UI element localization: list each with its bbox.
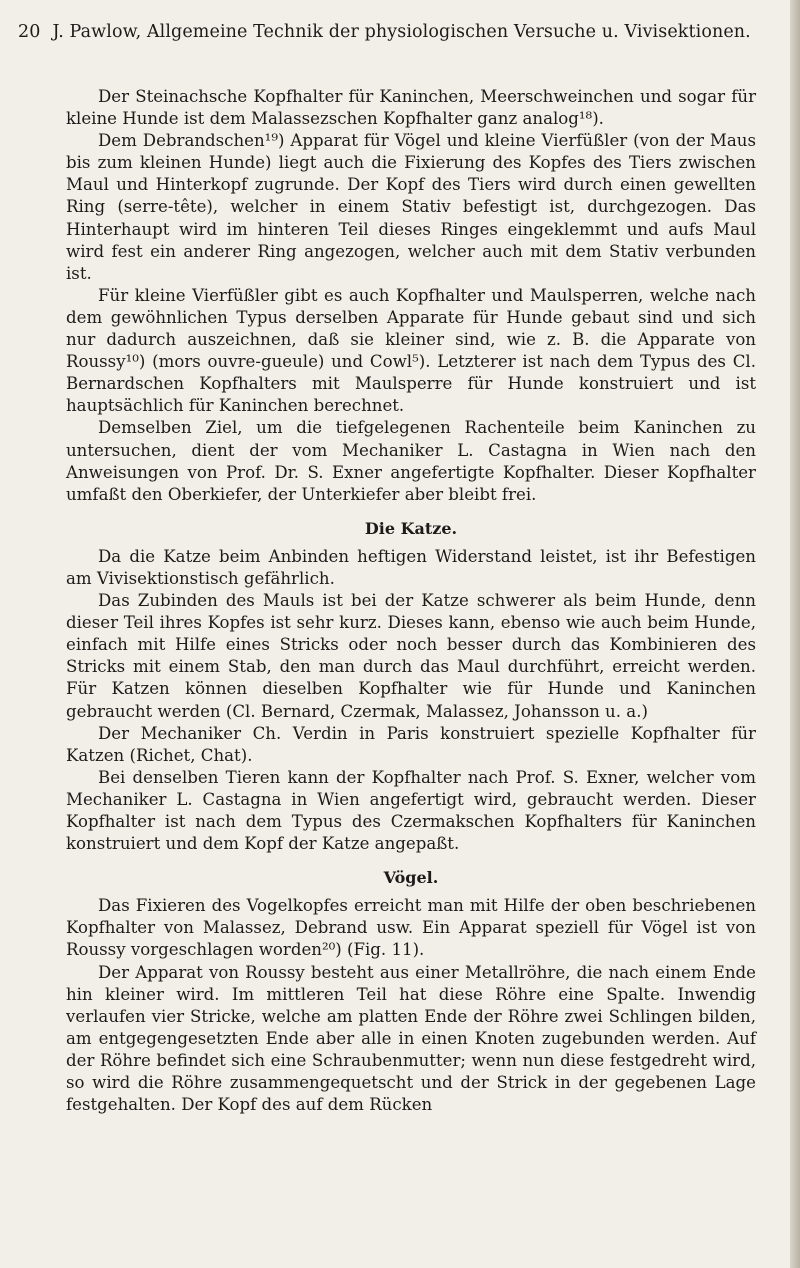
paragraph-steinach: Der Steinachsche Kopfhalter für Kaninchen, Meerschweinchen und sogar für kleine Hunde ist dem Malassezschen Kopfhalter ganz analog¹⁸). (66, 87, 756, 129)
paragraph-katze-maul: Das Zubinden des Mauls ist bei der Katze schwerer als beim Hunde, denn dieser Teil ihres Kopfes ist sehr kurz. Dieses kann, ebenso wie auch beim Hunde, einfach mit Hilfe eines Stricks oder noch besser durch das Kombinieren des Stricks mit einem Stab, den man durch das Maul durchführt, erreicht werden. Für Katzen können dieselben Kopfhalter wie für Hunde und Kaninchen gebraucht werden (Cl. Bernard, Czermak, Malassez, Johansson u. a.) (66, 591, 756, 721)
heading-katze: Die Katze. (364, 518, 458, 538)
body-text (66, 86, 756, 1116)
paragraph-castagna: Demselben Ziel, um die tiefgelegenen Rachenteile beim Kaninchen zu untersuchen, dient der vom Mechaniker L. Castagna in Wien nach den Anweisungen von Prof. Dr. S. Exner angefertigte Kopfhalter. Dieser Kopfhalter umfaßt den Oberkiefer, der Unterkiefer aber bleibt frei. (66, 418, 756, 504)
paragraph-verdin: Der Mechaniker Ch. Verdin in Paris konstruiert spezielle Kopfhalter für Katzen (Richet, Chat). (66, 723, 756, 765)
paragraph-debrand: Dem Debrandschen¹⁹) Apparat für Vögel und kleine Vierfüßler (von der Maus bis zum kleinen Hunde) liegt auch die Fixierung des Kopfes des Tiers zwischen Maul und Hinterkopf zugrunde. Der Kopf des Tiers wird durch einen gewellten Ring (serre-tête), welcher in einem Stativ befestigt ist, durchgezogen. Das Hinterhaupt wird im hinteren Teil dieses Ringes eingeklemmt und aufs Maul wird fest ein anderer Ring angezogen, welcher auch mit dem Stativ verbunden ist. (66, 131, 756, 283)
paragraph-vogelkopf: Das Fixieren des Vogelkopfes erreicht man mit Hilfe der oben beschriebenen Kopfhalter von Malassez, Debrand usw. Ein Apparat speziell für Vögel ist von Roussy vorgeschlagen worden²⁰) (Fig. 11). (66, 896, 756, 960)
paragraph-roussy-apparat: Der Apparat von Roussy besteht aus einer Metallröhre, die nach einem Ende hin kleiner wird. Im mittleren Teil hat diese Röhre eine Spalte. Inwendig verlaufen vier Stricke, welche am platten Ende der Röhre zwei Schlingen bilden, am entgegengesetzten Ende aber alle in einen Knoten zugebunden werden. Auf der Röhre befindet sich eine Schraubenmutter; wenn nun diese festgedreht wird, so wird die Röhre zusammengequetscht und der Strick in der gegebenen Lage festgehalten. Der Kopf des auf dem Rücken (66, 962, 756, 1115)
page-number: 20 (18, 22, 41, 42)
paragraph-exner-katze: Bei denselben Tieren kann der Kopfhalter nach Prof. S. Exner, welcher vom Mechaniker L. Castagna in Wien angefertigt wird, gebraucht werden. Dieser Kopfhalter ist nach dem Typus des Czermakschen Kopfhalters für Kaninchen konstruiert und dem Kopf der Katze angepaßt. (66, 767, 756, 854)
running-header (18, 22, 778, 42)
heading-voegel: Vögel. (383, 868, 439, 888)
page-edge (790, 0, 800, 1268)
running-title: J. Pawlow, Allgemeine Technik der physiologischen Versuche u. Vivisektionen. (52, 22, 751, 42)
paragraph-small-quadrupeds: Für kleine Vierfüßler gibt es auch Kopfhalter und Maulsperren, welche nach dem gewöhnlichen Typus derselben Apparate für Hunde gebaut sind und sich nur dadurch auszeichnen, daß sie kleiner sind, wie z. B. die Apparate von Roussy¹⁰) (mors ouvre-gueule) und Cowl⁵). Letzterer ist nach dem Typus des Cl. Bernardschen Kopfhalters mit Maulsperre für Hunde konstruiert und ist hauptsächlich für Kaninchen berechnet. (66, 285, 756, 416)
paragraph-katze-widerstand: Da die Katze beim Anbinden heftigen Widerstand leistet, ist ihr Befestigen am Vivisektionstisch gefährlich. (66, 546, 756, 588)
